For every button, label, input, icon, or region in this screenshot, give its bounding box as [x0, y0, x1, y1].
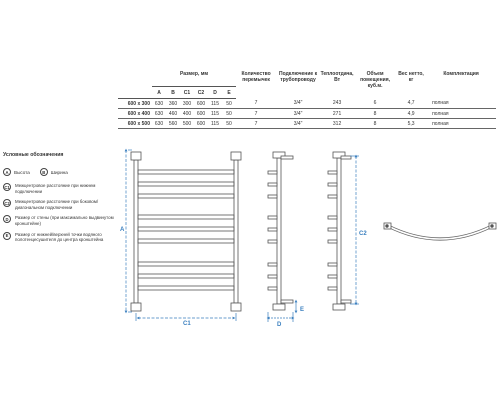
dim-header: A [152, 87, 166, 99]
front-view-drawing [131, 152, 241, 311]
model-cell: 600 x 300 [118, 99, 152, 109]
table-cell: 4,9 [396, 109, 426, 119]
dim-header: E [222, 87, 236, 99]
model-cell: 600 x 400 [118, 109, 152, 119]
table-cell: 3/4" [276, 119, 320, 129]
dimension-label-e: E [300, 307, 305, 313]
legend-item-text: Высота [14, 169, 30, 175]
dimension-label-c1: C1 [183, 321, 191, 327]
table-cell: 243 [320, 99, 354, 109]
table-cell: 360 [166, 99, 180, 109]
dimension-label-d: D [277, 322, 282, 328]
table-cell: 630 [152, 119, 166, 129]
table-cell: полная [426, 119, 496, 129]
table-cell: 630 [152, 109, 166, 119]
table-cell: полная [426, 109, 496, 119]
rear-view-drawing [328, 152, 351, 310]
table-cell: 600 [194, 99, 208, 109]
table-cell: 560 [166, 119, 180, 129]
dim-header: C1 [180, 87, 194, 99]
table-cell: 600 [194, 109, 208, 119]
col-connection: Подключение к трубопроводу [279, 71, 318, 83]
table-cell: 8 [354, 109, 396, 119]
legend-symbol-badge: C1 [4, 184, 10, 190]
dim-header: D [208, 87, 222, 99]
dimension-label-c2: C2 [359, 231, 367, 237]
table-cell: 50 [222, 119, 236, 129]
table-cell: 4,7 [396, 99, 426, 109]
table-cell: полная [426, 99, 496, 109]
table-cell: 115 [208, 99, 222, 109]
table-cell: 600 [194, 119, 208, 129]
table-cell: 3/4" [276, 109, 320, 119]
table-cell: 271 [320, 109, 354, 119]
top-view-drawing [384, 223, 496, 239]
table-cell: 7 [236, 109, 276, 119]
table-cell: 6 [354, 99, 396, 109]
table-cell: 5,3 [396, 119, 426, 129]
table-cell: 500 [180, 119, 194, 129]
table-cell: 50 [222, 109, 236, 119]
col-weight: Вес нетто, кг [398, 71, 424, 83]
legend-item-text: Размер от нижней/верхней точки водяного полотенцесушителя до центра кронштейна [15, 231, 104, 243]
legend-symbol-badge: D [3, 215, 11, 223]
col-sections: Количество перемычек [241, 71, 271, 83]
table-cell: 115 [208, 109, 222, 119]
rear-dimension-lines [350, 156, 359, 304]
dim-header: B [166, 87, 180, 99]
table-cell: 400 [180, 109, 194, 119]
size-header: Размер, мм [152, 68, 236, 87]
model-cell: 600 x 500 [118, 119, 152, 129]
legend-item-text: Размер от стены (при максимально выдвинутом кронштейне) [15, 215, 114, 226]
table-cell: 115 [208, 119, 222, 129]
legend-item-text: Ширина [50, 169, 68, 175]
table-cell: 460 [166, 109, 180, 119]
table-cell: 3/4" [276, 99, 320, 109]
col-completeness: Комплектация [443, 71, 479, 77]
table-cell: 50 [222, 99, 236, 109]
legend-symbol-badge: C2 [4, 200, 10, 206]
legend-symbol-badge: B [40, 168, 48, 176]
side-view-drawing [268, 152, 293, 310]
col-heat-output: Теплоотдача, Вт [320, 71, 354, 83]
legend-item-text: Межцентровое расстояние при боковом/диагональном подключении [15, 199, 99, 210]
front-dimension-lines [126, 150, 236, 321]
legend-symbol-badge: A [3, 168, 11, 176]
table-cell: 300 [180, 99, 194, 109]
table-cell: 8 [354, 119, 396, 129]
table-cell: 7 [236, 99, 276, 109]
col-room-volume: Объем помещения, куб.м. [360, 71, 390, 89]
table-cell: 312 [320, 119, 354, 129]
table-cell: 7 [236, 119, 276, 129]
table-cell: 630 [152, 99, 166, 109]
legend-symbol-badge: E [3, 232, 11, 240]
legend-title: Условные обозначения [3, 152, 64, 158]
legend-item-text: Межцентровое расстояние при нижнем подключении [15, 183, 96, 194]
dim-header: C2 [194, 87, 208, 99]
dimension-label-a: A [120, 227, 125, 233]
